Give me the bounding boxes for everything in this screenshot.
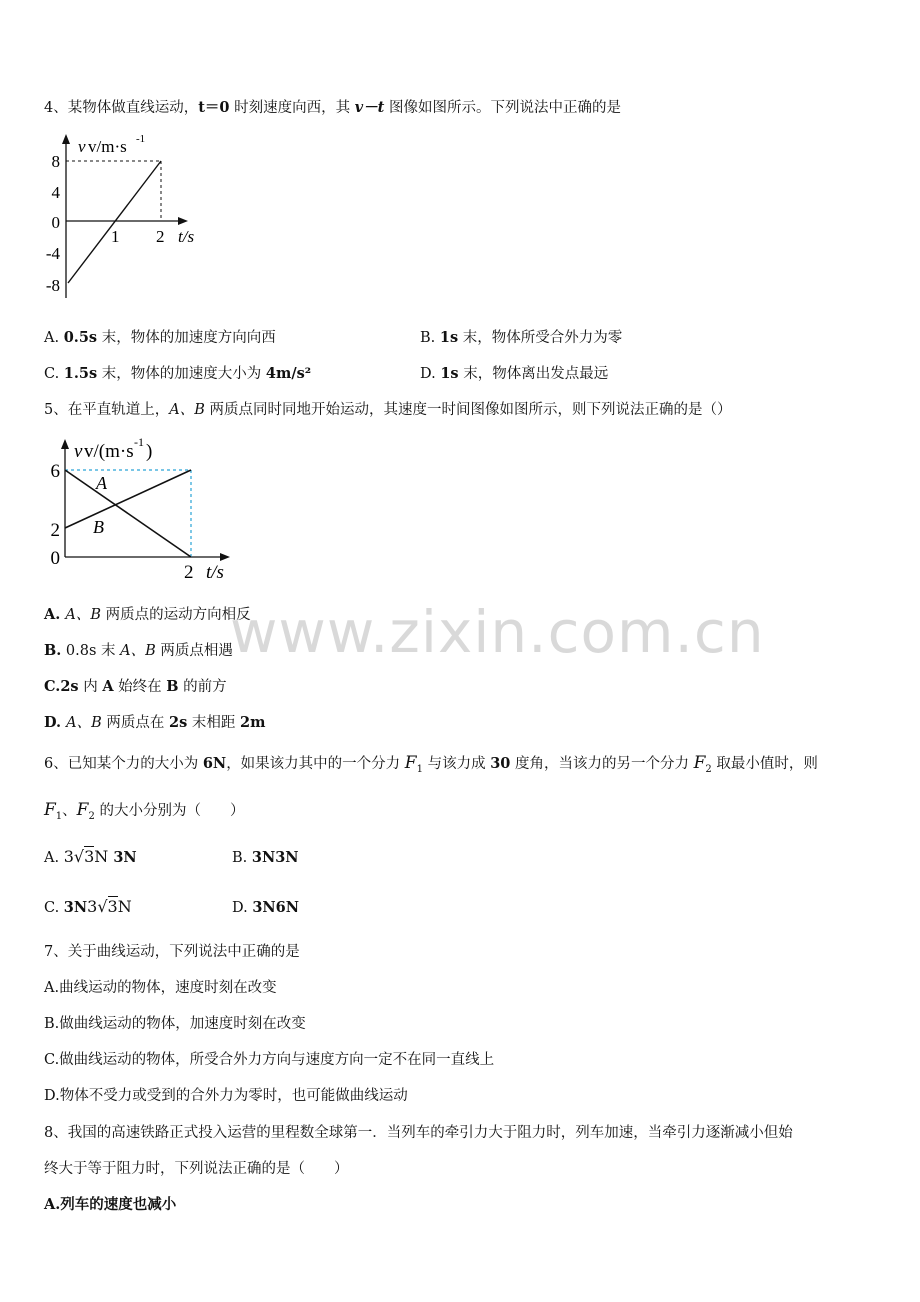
q4-ytick: 8: [51, 152, 60, 171]
q4-vt-line: [68, 161, 161, 283]
q4-ytick: -8: [45, 276, 60, 295]
q5-vt-graph: [40, 432, 240, 587]
q5-x-arrow: [220, 553, 230, 561]
q5-y-label-close: ): [146, 441, 153, 462]
q6-stem-line1: 6、已知某个力的大小为 6N，如果该力其中的一个分力 $F_1$ 与该力成 30 度角，当该力的另一个分力 $F_2$ 取最小值时，则: [44, 753, 818, 775]
q6-stem-line2: $F_1$、$F_2$ 的大小分别为（ ）: [44, 800, 245, 822]
q5-line-label-a: A: [96, 473, 107, 493]
q5-ytick: 0: [50, 548, 60, 569]
q4-option-a: A. 0.5s 末，物体的加速度方向向西: [44, 329, 276, 346]
q7-option-d: D.物体不受力或受到的合外力为零时，也可能做曲线运动: [44, 1088, 408, 1104]
q5-option-b: B. 0.8s 末 A、B 两质点相遇: [44, 642, 233, 659]
q4-option-c: C. 1.5s 末，物体的加速度大小为 4m/s²: [44, 365, 312, 382]
q5-x-label: t/s: [206, 562, 224, 583]
q4-option-b: B. 1s 末，物体所受合外力为零: [420, 329, 623, 346]
q8-option-a: A.列车的速度也减小: [44, 1196, 177, 1213]
q7-stem: 7、关于曲线运动，下列说法中正确的是: [44, 944, 300, 960]
q6-option-a: A. 3√3N 3N: [44, 847, 137, 866]
q5-option-c: C.2s 内 A 始终在 B 的前方: [44, 678, 227, 695]
q6-option-d: D. 3N6N: [232, 899, 300, 916]
q7-option-c: C.做曲线运动的物体，所受合外力方向与速度方向一定不在同一直线上: [44, 1052, 495, 1068]
q5-stem: 5、在平直轨道上，A、B 两质点同时同地开始运动，其速度一时间图像如图所示，则下列说法正确的是（）: [44, 402, 732, 418]
q5-line-b: [65, 470, 191, 528]
q5-option-a: A. A、B 两质点的运动方向相反: [44, 606, 251, 623]
q4-vt-graph: [40, 128, 210, 308]
q5-line-a: [65, 470, 191, 557]
q7-option-b: B.做曲线运动的物体，加速度时刻在改变: [44, 1016, 306, 1032]
q5-option-d: D. A、B 两质点在 2s 末相距 2m: [44, 714, 266, 731]
q4-y-arrow: [62, 134, 70, 144]
q5-y-arrow: [61, 439, 69, 449]
q8-stem-line1: 8、我国的高速铁路正式投入运营的里程数全球第一．当列车的牵引力大于阻力时，列车加速，当牵引力逐渐减小但始: [44, 1125, 793, 1141]
q4-stem: 4、某物体做直线运动，t＝0 时刻速度向西，其 v－t 图像如图所示。下列说法中正确的是: [44, 99, 621, 116]
q5-ytick: 2: [50, 520, 60, 541]
q5-line-label-b: B: [93, 517, 104, 537]
q8-stem-line2: 终大于等于阻力时，下列说法正确的是（ ）: [44, 1161, 349, 1177]
q4-y-label: v: [78, 137, 86, 156]
q4-ytick: 0: [51, 213, 60, 232]
q5-y-label-exp: -1: [134, 435, 144, 449]
watermark-text: www.zixin.com.cn: [230, 598, 765, 666]
q5-y-label: v/(m·s: [84, 441, 134, 462]
q4-xtick: 1: [111, 227, 120, 246]
q6-option-c: C. 3N3√3N: [44, 897, 132, 916]
q4-xtick: 2: [156, 227, 165, 246]
q4-ytick: 4: [51, 183, 60, 202]
q6-option-b: B. 3N3N: [232, 849, 299, 866]
q4-y-label-text: v/m·s: [88, 137, 127, 156]
q4-ytick: -4: [45, 244, 60, 263]
q4-x-arrow: [178, 217, 188, 225]
q5-ytick: 6: [50, 461, 60, 482]
q4-option-d: D. 1s 末，物体离出发点最远: [420, 365, 609, 382]
q5-xtick: 2: [184, 562, 194, 583]
q7-option-a: A.曲线运动的物体，速度时刻在改变: [44, 980, 277, 996]
q4-y-label-exp: -1: [136, 133, 146, 145]
q5-y-label-v: v: [74, 441, 83, 462]
q4-x-label: t/s: [178, 227, 195, 246]
